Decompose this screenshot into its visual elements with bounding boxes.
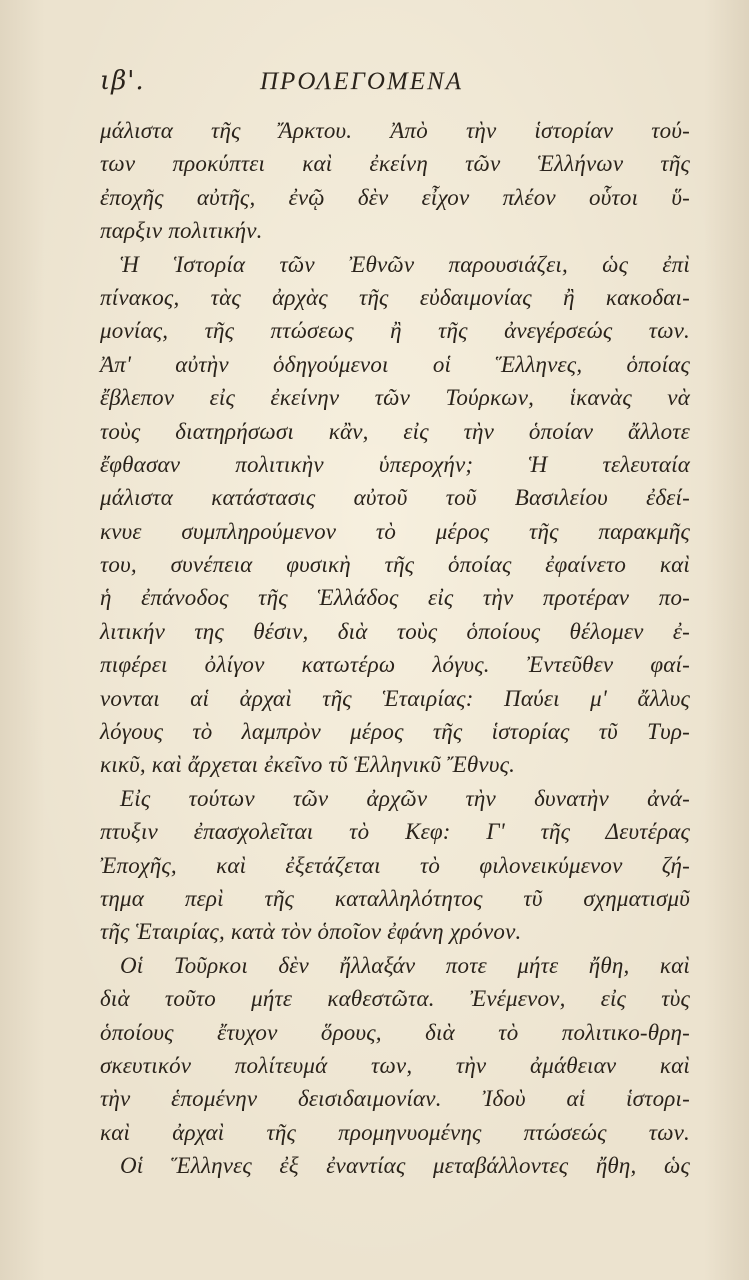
text-line: Οἱ Ἕλληνες ἐξ ἐναντίας μεταβάλλοντες ἤθη, ὡς xyxy=(120,1153,690,1179)
running-title: ΠΡΟΛΕΓΟΜΕΝΑ xyxy=(260,68,463,95)
text-line: τῆς Ἑταιρίας, κατὰ τὸν ὁποῖον ἐφάνη χρόνον. xyxy=(100,919,522,945)
text-line: τοὺς διατηρήσωσι κἂν, εἰς τὴν ὁποίαν ἄλλοτε xyxy=(100,418,690,444)
text-line: Ἡ Ἱστορία τῶν Ἐθνῶν παρουσιάζει, ὡς ἐπὶ xyxy=(120,251,690,277)
text-line: πτυξιν ἐπασχολεῖται τὸ Κεφ: Γ' τῆς Δευτέρας xyxy=(100,819,690,845)
text-line: πιφέρει ὀλίγον κατωτέρω λόγυς. Ἐντεῦθεν φαί- xyxy=(100,652,690,678)
body-text xyxy=(100,114,690,1183)
text-line: Οἱ Τοῦρκοι δὲν ἤλλαξάν ποτε μήτε ἤθη, καὶ xyxy=(120,952,690,978)
text-line: λιτικήν της θέσιν, διὰ τοὺς ὁποίους θέλομεν ἐ- xyxy=(100,618,690,644)
text-line: λόγους τὸ λαμπρὸν μέρος τῆς ἱστορίας τῦ Τυρ- xyxy=(100,719,690,745)
text-line: καὶ ἀρχαὶ τῆς προμηνυομένης πτώσεώς των. xyxy=(100,1119,690,1145)
text-line: νονται αἱ ἀρχαὶ τῆς Ἑταιρίας: Παύει μ' ἄλλυς xyxy=(100,685,690,711)
text-line: ἐποχῆς αὐτῆς, ἐνῷ δὲν εἶχον πλέον οὗτοι ὕ- xyxy=(100,184,690,210)
text-line: μάλιστα κατάστασις αὐτοῦ τοῦ Βασιλείου ἐδεί- xyxy=(100,485,690,511)
text-line: κνυε συμπληρούμενον τὸ μέρος τῆς παρακμῆς xyxy=(100,518,690,544)
text-line: μονίας, τῆς πτώσεως ἢ τῆς ἀνεγέρσεώς των. xyxy=(100,318,690,344)
text-line: ἔβλεπον εἰς ἐκείνην τῶν Τούρκων, ἱκανὰς νὰ xyxy=(100,385,690,411)
text-line: ἔφθασαν πολιτικὴν ὑπεροχήν; Ἡ τελευταία xyxy=(100,451,690,477)
text-line: πίνακος, τὰς ἀρχὰς τῆς εὐδαιμονίας ἢ κακοδαι- xyxy=(100,284,690,310)
text-line: παρξιν πολιτικήν. xyxy=(100,218,263,244)
text-line: Ἀπ' αὐτὴν ὁδηγούμενοι οἱ Ἕλληνες, ὁποίας xyxy=(100,351,690,377)
text-line: των προκύπτει καὶ ἐκείνη τῶν Ἑλλήνων τῆς xyxy=(100,151,690,177)
text-line: σκευτικόν πολίτευμά των, τὴν ἀμάθειαν καὶ xyxy=(100,1052,690,1078)
text-line: μάλιστα τῆς Ἄρκτου. Ἀπὸ τὴν ἱστορίαν τού- xyxy=(100,118,690,143)
text-line: διὰ τοῦτο μήτε καθεστῶτα. Ἐνέμενον, εἰς τὺς xyxy=(100,986,690,1012)
text-line: Ἐποχῆς, καὶ ἐξετάζεται τὸ φιλονεικύμενον ζή- xyxy=(100,852,690,878)
running-head xyxy=(100,66,690,106)
text-line: τὴν ἑπομένην δεισιδαιμονίαν. Ἰδοὺ αἱ ἱστορι- xyxy=(100,1086,690,1112)
text-line: του, συνέπεια φυσικὴ τῆς ὁποίας ἐφαίνετο καὶ xyxy=(100,552,690,578)
text-line: κικῦ, καὶ ἄρχεται ἐκεῖνο τῦ Ἑλληνικῦ Ἔθνυς. xyxy=(100,752,516,778)
text-line: ὁποίους ἔτυχον ὅρους, διὰ τὸ πολιτικο-θρη- xyxy=(100,1019,690,1045)
text-line: Εἰς τούτων τῶν ἀρχῶν τὴν δυνατὴν ἀνά- xyxy=(120,785,690,811)
text-line: ἡ ἐπάνοδος τῆς Ἑλλάδος εἰς τὴν προτέραν πο- xyxy=(100,585,690,611)
text-line: τημα περὶ τῆς καταλληλότητος τῦ σχηματισμῦ xyxy=(100,885,690,911)
page-number: ιβ'. xyxy=(100,66,145,96)
